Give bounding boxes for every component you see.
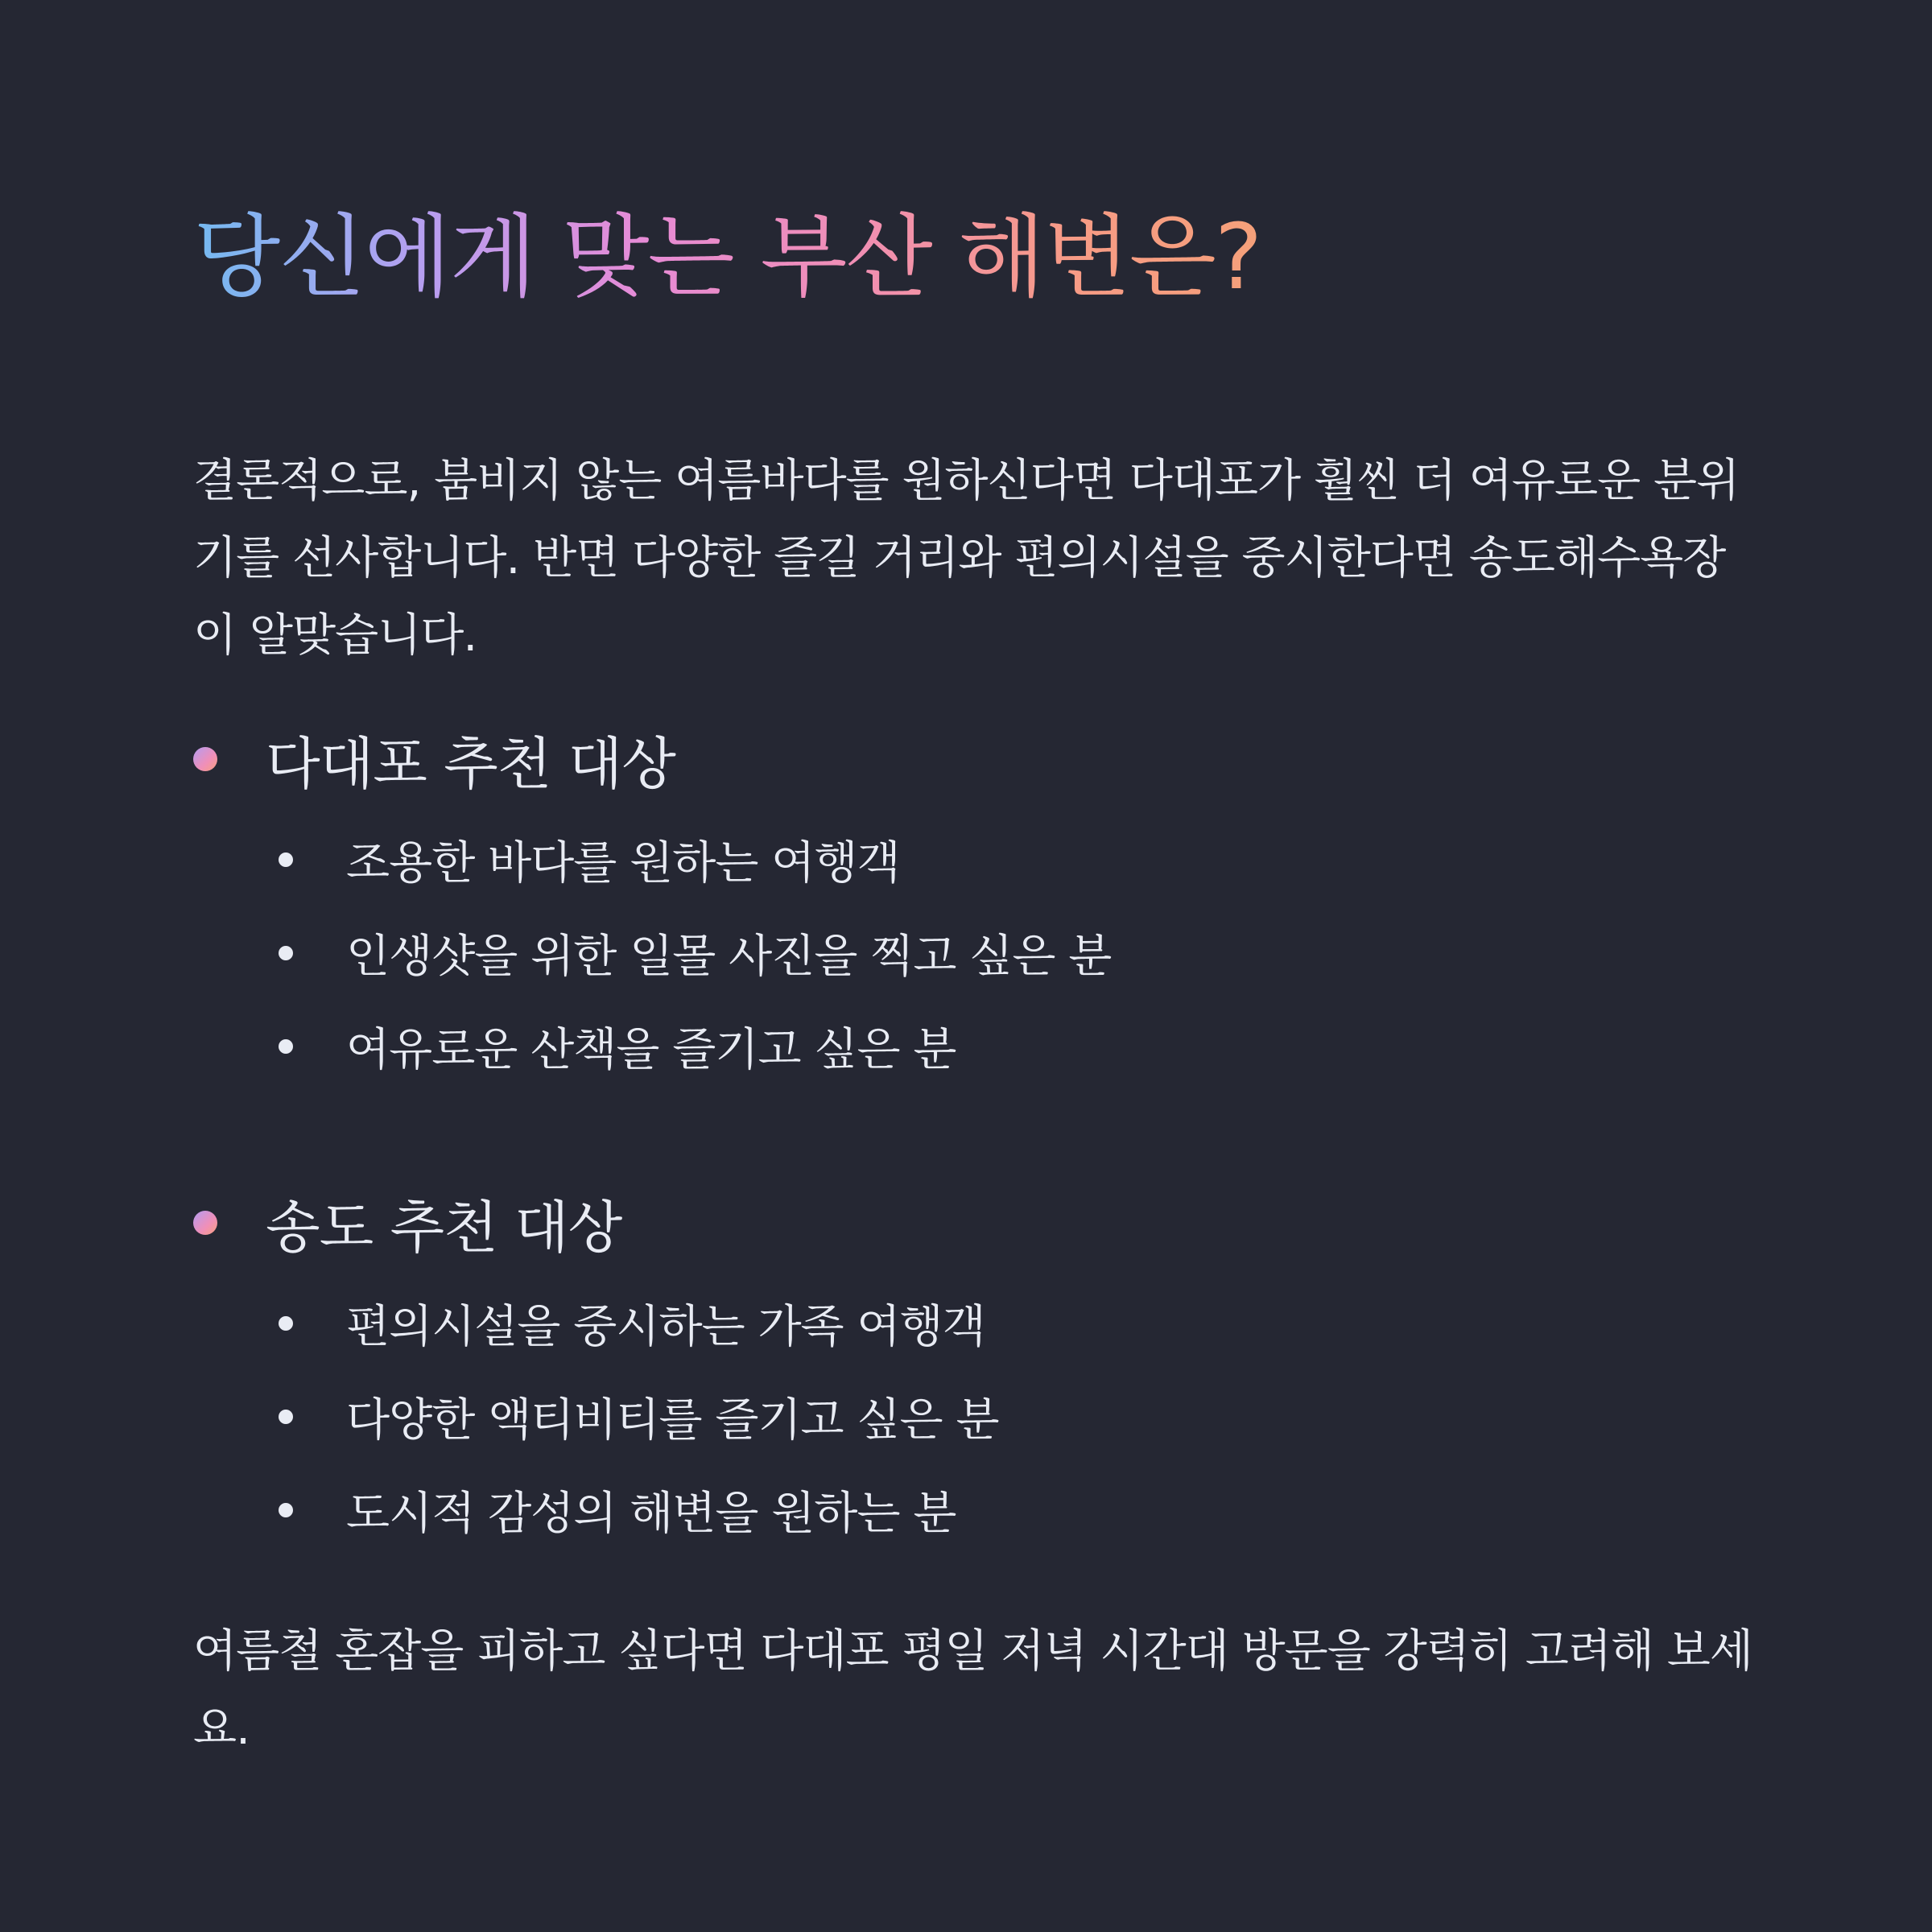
bullet-icon bbox=[279, 1410, 293, 1424]
sub-list bbox=[193, 813, 1739, 1093]
list-item: 인생샷을 위한 일몰 사진을 찍고 싶은 분 bbox=[279, 906, 1739, 1000]
section-heading-text: 송도 추천 대상 bbox=[266, 1194, 622, 1261]
page-title: 당신에게 맞는 부산 해변은? bbox=[193, 193, 1261, 322]
recommendation-list bbox=[193, 715, 1739, 1557]
list-item: 편의시설을 중시하는 가족 여행객 bbox=[279, 1277, 1739, 1370]
section-dadaepo bbox=[193, 715, 1739, 1093]
section-songdo bbox=[193, 1179, 1739, 1557]
list-item: 다양한 액티비티를 즐기고 싶은 분 bbox=[279, 1370, 1739, 1463]
intro-paragraph: 결론적으로, 붐비지 않는 여름바다를 원하신다면 다대포가 훨씬 더 여유로운 분위기를 선사합니다. 반면 다양한 즐길 거리와 편의시설을 중시한다면 송도해수욕장이 알맞습니다. bbox=[193, 455, 1740, 662]
bullet-icon bbox=[279, 1503, 293, 1517]
list-item: 조용한 바다를 원하는 여행객 bbox=[279, 813, 1739, 906]
section-heading-text: 다대포 추천 대상 bbox=[266, 730, 675, 797]
outro-paragraph: 여름철 혼잡을 피하고 싶다면 다대포 평일 저녁 시간대 방문을 강력히 고려해 보세요. bbox=[193, 1625, 1752, 1755]
section-heading bbox=[193, 715, 1739, 803]
sub-list bbox=[193, 1277, 1739, 1557]
bullet-icon bbox=[279, 1316, 293, 1331]
section-heading bbox=[193, 1179, 1739, 1267]
bullet-icon bbox=[279, 1039, 293, 1054]
bullet-icon bbox=[279, 852, 293, 867]
bullet-dot-icon bbox=[193, 747, 217, 771]
bullet-icon bbox=[279, 946, 293, 960]
bullet-dot-icon bbox=[193, 1211, 217, 1235]
list-item: 도시적 감성의 해변을 원하는 분 bbox=[279, 1463, 1739, 1557]
list-item: 여유로운 산책을 즐기고 싶은 분 bbox=[279, 1000, 1739, 1093]
